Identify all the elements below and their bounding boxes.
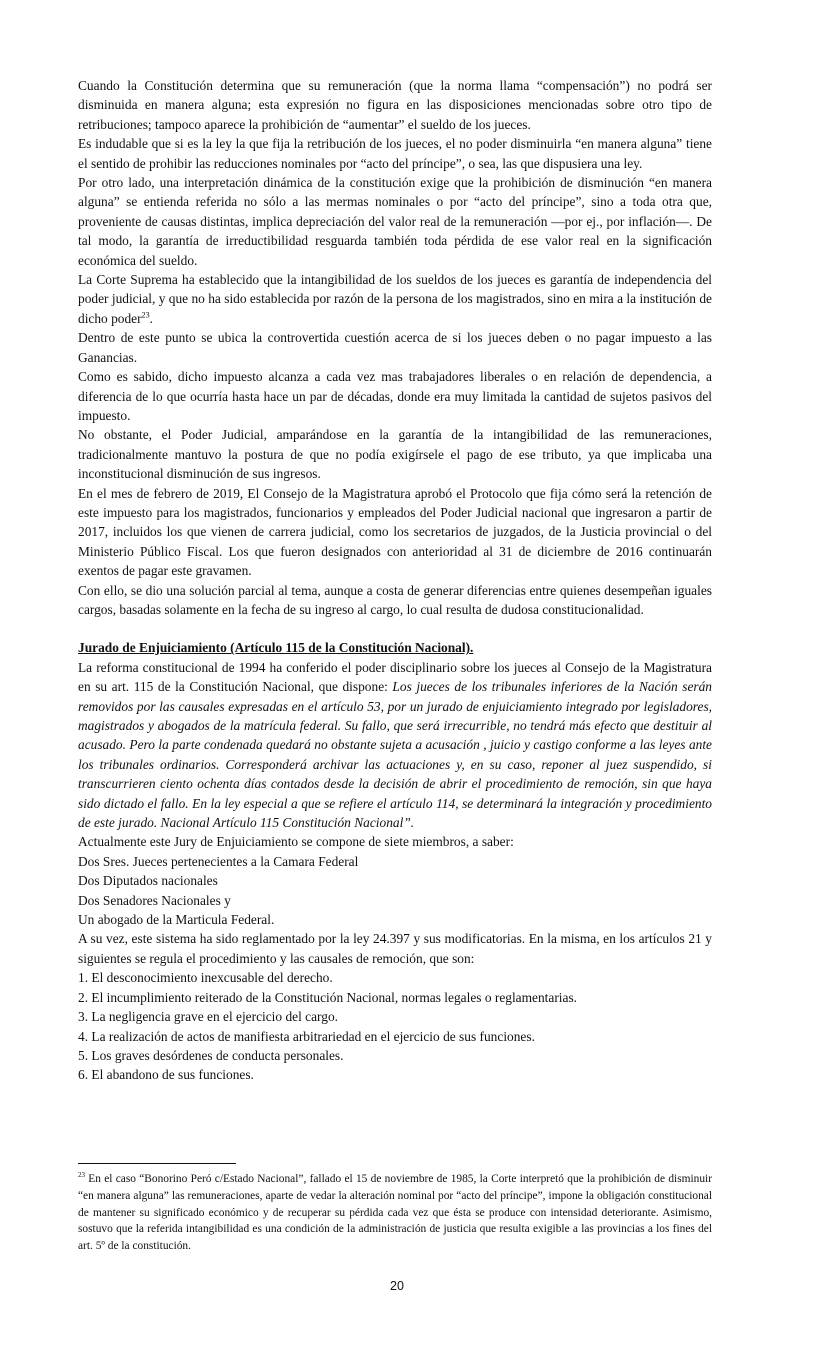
section-heading: Jurado de Enjuiciamiento (Artículo 115 de la Constitución Nacional). (78, 640, 474, 656)
paragraph: Dentro de este punto se ubica la controvertida cuestión acerca de si los jueces deben o no pagar impuesto a las Ganancias. (78, 330, 712, 365)
paragraph-text: La Corte Suprema ha establecido que la intangibilidad de los sueldos de los jueces es garantía de independencia del poder judicial, y que no ha sido establecida por razón de la persona de los magistrados, sino en mira a la institución de dicho poder (78, 272, 712, 326)
paragraph (78, 270, 712, 328)
paragraph-end: . (149, 310, 153, 326)
member-item: Dos Senadores Nacionales y (78, 892, 231, 908)
cause-item: 6. El abandono de sus funciones. (78, 1067, 254, 1083)
page-number: 20 (390, 1279, 404, 1293)
members-intro: Actualmente este Jury de Enjuiciamiento se compone de siete miembros, a saber: (78, 834, 514, 850)
section-intro: La reforma constitucional de 1994 ha conferido el poder disciplinario sobre los jueces al Consejo de la Magistratura en su art. 115 de la Constitución Nacional, que dispone: (78, 659, 712, 695)
footnote-marker: 23 (78, 1171, 85, 1180)
constitution-quote: Los jueces de los tribunales inferiores de la Nación serán removidos por las causales expresadas en el artículo 53, por un jurado de enjuiciamiento integrado por legisladores, magistrados y abogados de la matrícula federal. Su fallo, que será irrecurrible, no tendrá más efecto que destituir al acusado. Pero la parte condenada quedará no obstante sujeta a acusación , juicio y castigo conforme a las leyes ante los tribunales ordinarios. Corresponderá archivar las actuaciones y, en su caso, reponer al juez suspendido, si transcurrieren ciento ochenta días contados desde la decisión de abrir el procedimiento de remoción, sin que haya sido dictado el fallo. En la ley especial a que se refiere el artículo 114, se determinará la integración y procedimiento de este jurado. Nacional Artículo 115 Constitución Nacional”. (78, 679, 712, 831)
paragraph: Cuando la Constitución determina que su remuneración (que la norma llama “compensación”) no podrá ser disminuida en manera alguna; esta expresión no figura en las disposiciones mencionadas sobre otro tipo de retribuciones; tampoco aparece la prohibición de “aumentar” el sueldo de los jueces. (78, 78, 712, 132)
footnote (78, 1171, 712, 1255)
cause-item: 4. La realización de actos de manifiesta arbitrariedad en el ejercicio de sus funciones. (78, 1028, 535, 1044)
section-spacer (78, 619, 712, 638)
footnote-reference[interactable]: 23 (141, 310, 150, 320)
member-item: Dos Diputados nacionales (78, 873, 218, 889)
cause-item: 2. El incumplimiento reiterado de la Constitución Nacional, normas legales o reglamentarias. (78, 989, 578, 1005)
paragraph: Con ello, se dio una solución parcial al tema, aunque a costa de generar diferencias entre quienes desempeñan iguales cargos, basadas solamente en la fecha de su ingreso al cargo, lo cual resulta de dudosa constitucionalidad. (78, 582, 712, 617)
paragraph: Es indudable que si es la ley la que fija la retribución de los jueces, el no poder disminuirla “en manera alguna” tiene el sentido de prohibir las reducciones nominales por “acto del príncipe”, o sea, las que dispusiera una ley. (78, 136, 712, 171)
cause-item: 3. La negligencia grave en el ejercicio del cargo. (78, 1009, 338, 1025)
cause-item: 1. El desconocimiento inexcusable del derecho. (78, 970, 333, 986)
member-item: Dos Sres. Jueces pertenecientes a la Camara Federal (78, 853, 359, 869)
document-body (78, 76, 712, 1085)
footnote-text: En el caso “Bonorino Peró c/Estado Nacional”, fallado el 15 de noviembre de 1985, la Corte interpretó que la prohibición de disminuir “en manera alguna” las remuneraciones, aparte de vedar la alteración nominal por “acto del príncipe”, impone la obligación constitucional de mantener su significado económico y de recuperar su pérdida cada vez que ésta se produce con intensidad deteriorante. Asimismo, sostuvo que la referida intangibilidad es una condición de la administración de justicia que resulta exigible a las provincias a los fines del art. 5º de la constitución. (78, 1173, 712, 1253)
footnote-divider (78, 1163, 236, 1164)
paragraph (78, 658, 712, 833)
paragraph: En el mes de febrero de 2019, El Consejo de la Magistratura aprobó el Protocolo que fija cómo será la retención de este impuesto para los magistrados, funcionarios y empleados del Poder Judicial nacional que ingresaron a partir de 2017, incluidos los que vienen de carrera judicial, como los secretarios de juzgados, de la Justicia provincial o del Ministerio Público Fiscal. Los que fueron designados con anterioridad al 31 de diciembre de 2016 continuarán exentos de pagar este gravamen. (78, 485, 712, 579)
paragraph: A su vez, este sistema ha sido reglamentado por la ley 24.397 y sus modificatorias. En la misma, en los artículos 21 y siguientes se regula el procedimiento y las causales de remoción, que son: (78, 931, 712, 966)
cause-item: 5. Los graves desórdenes de conducta personales. (78, 1047, 344, 1063)
paragraph: No obstante, el Poder Judicial, amparándose en la garantía de la intangibilidad de las remuneraciones, tradicionalmente mantuvo la postura de que no podía exigírsele el pago de ese tributo, ya que implicaba una inconstitucional disminución de sus ingresos. (78, 427, 712, 482)
paragraph: Como es sabido, dicho impuesto alcanza a cada vez mas trabajadores liberales o en relación de dependencia, a diferencia de lo que ocurría hasta hace un par de décadas, donde era muy limitada la cantidad de sujetos pasivos del impuesto. (78, 369, 712, 423)
member-item: Un abogado de la Marticula Federal. (78, 912, 275, 928)
paragraph: Por otro lado, una interpretación dinámica de la constitución exige que la prohibición de disminución “en manera alguna” se entienda referida no sólo a las mermas nominales o por “acto del príncipe”, sino a toda otra que, proveniente de causas distintas, implica depreciación del valor real de la remuneración —por ej., por inflación—. De tal modo, la garantía de irreductibilidad resguarda también toda pérdida de ese valor real en la significación económica del sueldo. (78, 175, 712, 268)
